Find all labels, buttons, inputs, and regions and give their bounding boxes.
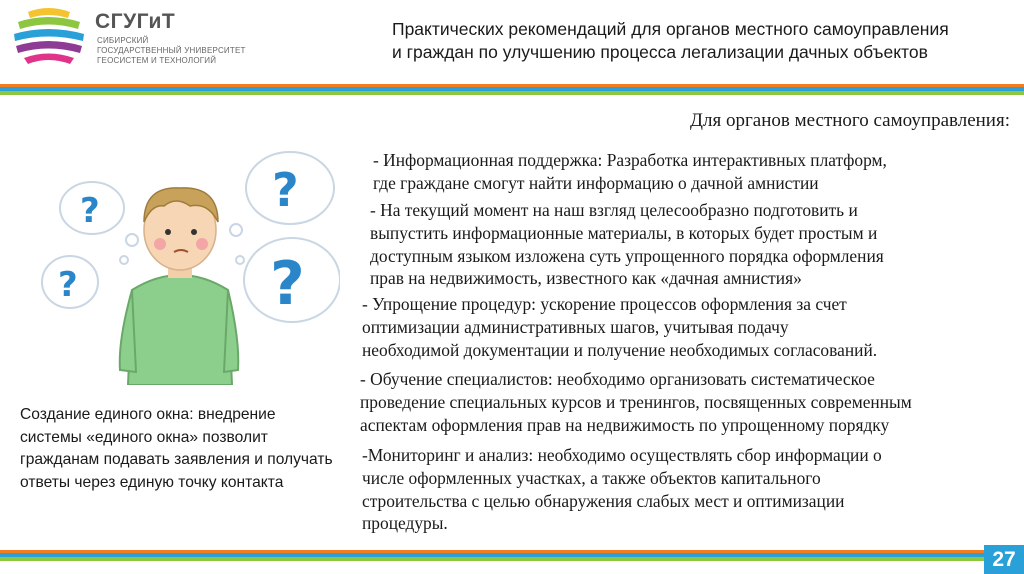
recommendation-info-support	[373, 149, 887, 195]
recommendation-line: необходимой документации и получение необходимых согласований.	[362, 339, 878, 360]
illustration	[40, 140, 340, 385]
recommendation-line: процедуры.	[362, 513, 448, 534]
recommendation-info-materials	[370, 199, 884, 290]
recommendation-line: - Информационная поддержка: Разработка интерактивных платформ,	[373, 150, 887, 170]
single-window-text: Создание единого окна: внедрение системы «единого окна» позволит гражданам подавать заявления и получать ответы через единую точку контакта	[20, 406, 333, 491]
recommendation-line: прав на недвижимость, известного как «дачная амнистия»	[370, 268, 802, 289]
svg-text:?: ?	[58, 265, 78, 305]
recommendation-line: где граждане смогут найти информацию о дачной амнистии	[373, 172, 819, 193]
recommendation-line: - Обучение специалистов: необходимо организовать систематическое	[360, 369, 875, 389]
logo-subtitle	[97, 36, 246, 66]
recommendation-simplification	[362, 293, 877, 361]
logo-name: СГУГиТ	[95, 10, 176, 33]
top-stripe-green	[0, 91, 1024, 95]
recommendation-line: аспектам оформления прав на недвижимость по упрощенному порядку	[360, 414, 890, 435]
logo-subtitle-line: ГОСУДАРСТВЕННЫЙ УНИВЕРСИТЕТ	[97, 46, 246, 55]
section-heading: Для органов местного самоуправления:	[690, 110, 1010, 131]
recommendation-line: доступным языком изложена суть упрощенного порядка оформления	[370, 245, 884, 266]
recommendation-monitoring	[362, 444, 882, 535]
recommendation-line: - На текущий момент на наш взгляд целесообразно подготовить и	[370, 200, 858, 220]
bottom-stripe-green	[0, 557, 1024, 561]
recommendation-line: -Мониторинг и анализ: необходимо осуществлять сбор информации о	[362, 445, 882, 465]
recommendation-line: числе оформленных участках, а также объектов капитального	[362, 467, 821, 488]
recommendation-line: выпустить информационные материалы, в которых будет простым и	[370, 222, 878, 243]
recommendation-line: строительства с целью обнаружения слабых мест и оптимизации	[362, 490, 845, 511]
logo-globe-icon	[8, 4, 90, 70]
svg-text:?: ?	[270, 249, 305, 319]
page-number: 27	[984, 545, 1024, 574]
title-line: Практических рекомендаций для органов местного самоуправления	[392, 19, 949, 39]
recommendation-line: оптимизации административных шагов, учитывая подачу	[362, 316, 789, 337]
logo-subtitle-line: ГЕОСИСТЕМ И ТЕХНОЛОГИЙ	[97, 56, 217, 65]
university-logo	[8, 4, 90, 70]
logo-subtitle-line: СИБИРСКИЙ	[97, 36, 149, 45]
page-title	[392, 18, 1012, 64]
title-line: и граждан по улучшению процесса легализации дачных объектов	[392, 42, 928, 62]
recommendation-line: проведение специальных курсов и тренингов, посвященных современным	[360, 391, 912, 412]
confused-person-icon	[40, 140, 340, 385]
svg-text:?: ?	[272, 163, 299, 217]
svg-text:?: ?	[80, 191, 100, 231]
recommendation-training	[360, 368, 912, 436]
recommendation-line: - Упрощение процедур: ускорение процессов оформления за счет	[362, 294, 847, 314]
